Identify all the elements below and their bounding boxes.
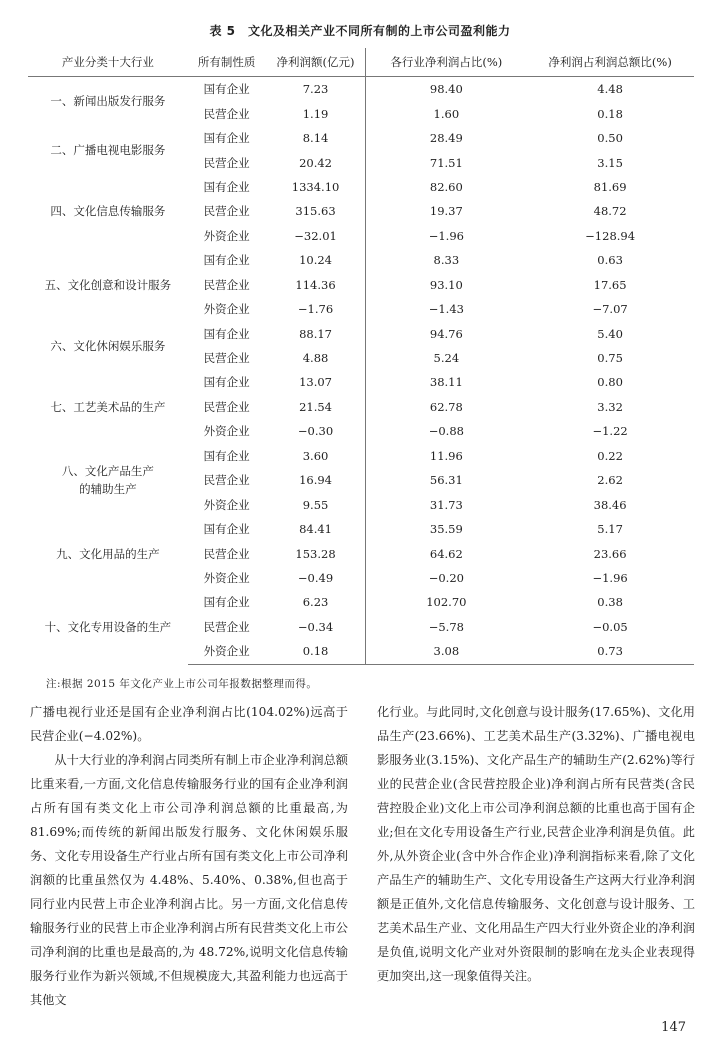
ownership-cell: 外资企业 bbox=[203, 424, 250, 439]
table-header-row bbox=[28, 48, 694, 77]
ratio-cell: 0.80 bbox=[597, 375, 623, 390]
ownership-cell: 民营企业 bbox=[203, 155, 250, 170]
ratio-cell: 3.32 bbox=[597, 399, 623, 414]
industry-cell: 一、新闻出版发行服务 bbox=[50, 94, 166, 109]
net-profit-cell: 6.23 bbox=[302, 595, 329, 610]
share-cell: 56.31 bbox=[366, 468, 526, 492]
industry-cell: 九、文化用品的生产 bbox=[56, 546, 160, 561]
ratio-cell: 2.62 bbox=[597, 473, 623, 488]
right-column bbox=[377, 700, 695, 988]
share-cell: 31.73 bbox=[366, 492, 526, 516]
ownership-cell: 外资企业 bbox=[203, 228, 250, 243]
ratio-cell: 81.69 bbox=[593, 179, 627, 194]
table-row bbox=[28, 77, 694, 102]
net-profit-cell: −0.30 bbox=[297, 424, 334, 439]
net-profit-cell: 10.24 bbox=[299, 253, 333, 268]
table-row bbox=[28, 444, 694, 468]
ratio-cell: 4.48 bbox=[597, 82, 623, 97]
header-industry: 产业分类十大行业 bbox=[28, 48, 188, 77]
net-profit-cell: 114.36 bbox=[295, 277, 336, 292]
ratio-cell: 48.72 bbox=[593, 204, 627, 219]
ratio-cell: −1.96 bbox=[592, 570, 628, 585]
ownership-cell: 民营企业 bbox=[203, 619, 250, 634]
share-cell: 11.96 bbox=[366, 444, 526, 468]
ratio-cell: 38.46 bbox=[593, 497, 627, 512]
net-profit-cell: 20.42 bbox=[299, 155, 333, 170]
ratio-cell: 0.73 bbox=[526, 639, 694, 664]
share-cell: −0.20 bbox=[366, 566, 526, 590]
industry-cell: 十、文化专用设备的生产 bbox=[44, 620, 172, 635]
ratio-cell: 0.18 bbox=[597, 106, 623, 121]
header-net-profit: 净利润额(亿元) bbox=[266, 48, 366, 77]
ratio-cell: −128.94 bbox=[585, 228, 636, 243]
ownership-cell: 民营企业 bbox=[203, 351, 250, 366]
share-cell: 64.62 bbox=[366, 541, 526, 565]
ratio-cell: −1.22 bbox=[592, 424, 628, 439]
industry-cell: 四、文化信息传输服务 bbox=[50, 204, 166, 219]
table-row bbox=[28, 370, 694, 394]
ownership-cell: 外资企业 bbox=[203, 570, 250, 585]
net-profit-cell: 1334.10 bbox=[291, 179, 340, 194]
table-row bbox=[28, 175, 694, 199]
net-profit-cell: 84.41 bbox=[299, 522, 333, 537]
ownership-cell: 民营企业 bbox=[203, 106, 250, 121]
ratio-cell: −7.07 bbox=[592, 302, 628, 317]
industry-cell: 五、文化创意和设计服务 bbox=[44, 277, 172, 292]
net-profit-cell: 8.14 bbox=[302, 131, 329, 146]
share-cell: 98.40 bbox=[366, 77, 526, 102]
ratio-cell: 0.38 bbox=[597, 595, 623, 610]
paragraph: 从十大行业的净利润占同类所有制上市企业净利润总额比重来看,一方面,文化信息传输服务行业的国有企业净利润占所有国有类文化上市公司净利润总额的比重最高,为 81.69%;而传统的新闻出版发行服务、文化休闲娱乐服务、文化专用设备生产行业占所有国有类文化上市公司净利润额的比重虽然仅为 4.48%、5.40%、0.38%,但也高于同行业内民营上市企业净利润占比。另一方面,文化信息传输服务行业的民营上市企业净利润占所有民营类文化上市公司净利润的比重也是最高的,为 48.72%,说明文化信息传输服务行业作为新兴领域,不但规模庞大,其盈利能力也远高于其他文 bbox=[30, 753, 348, 1007]
ratio-cell: 0.50 bbox=[597, 131, 623, 146]
ratio-cell: 3.15 bbox=[597, 155, 623, 170]
industry-line-2: 的辅助生产 bbox=[79, 482, 137, 497]
share-cell: 62.78 bbox=[366, 395, 526, 419]
net-profit-cell: 88.17 bbox=[299, 326, 333, 341]
share-cell: 102.70 bbox=[366, 590, 526, 614]
ownership-cell: 民营企业 bbox=[203, 204, 250, 219]
net-profit-cell: 4.88 bbox=[302, 351, 329, 366]
ownership-cell: 外资企业 bbox=[203, 302, 250, 317]
ownership-cell: 国有企业 bbox=[203, 253, 250, 268]
ownership-cell: 国有企业 bbox=[203, 326, 250, 341]
share-cell: 3.08 bbox=[366, 639, 526, 664]
share-cell: −0.88 bbox=[366, 419, 526, 443]
share-cell: 94.76 bbox=[366, 321, 526, 345]
share-cell: −1.43 bbox=[366, 297, 526, 321]
ratio-cell: 0.22 bbox=[597, 448, 623, 463]
ownership-cell: 外资企业 bbox=[188, 639, 266, 664]
table-row bbox=[28, 321, 694, 345]
left-column bbox=[30, 700, 348, 1012]
industry-line-1: 八、文化产品生产 bbox=[61, 464, 154, 479]
ownership-cell: 民营企业 bbox=[203, 277, 250, 292]
ownership-cell: 国有企业 bbox=[203, 595, 250, 610]
ownership-cell: 国有企业 bbox=[203, 179, 250, 194]
net-profit-cell: −0.34 bbox=[297, 619, 334, 634]
table-row bbox=[28, 590, 694, 614]
share-cell: 8.33 bbox=[366, 248, 526, 272]
ratio-cell: 17.65 bbox=[593, 277, 627, 292]
ownership-cell: 国有企业 bbox=[203, 131, 250, 146]
ownership-cell: 国有企业 bbox=[203, 375, 250, 390]
share-cell: 71.51 bbox=[366, 150, 526, 174]
table-row bbox=[28, 517, 694, 541]
net-profit-cell: 7.23 bbox=[302, 82, 329, 97]
share-cell: −5.78 bbox=[366, 615, 526, 639]
ownership-cell: 民营企业 bbox=[203, 399, 250, 414]
net-profit-cell: −0.49 bbox=[297, 570, 334, 585]
share-cell: 19.37 bbox=[366, 199, 526, 223]
share-cell: 93.10 bbox=[366, 273, 526, 297]
ownership-cell: 外资企业 bbox=[203, 497, 250, 512]
table-row bbox=[28, 248, 694, 272]
ratio-cell: 5.17 bbox=[597, 522, 623, 537]
net-profit-cell: 21.54 bbox=[299, 399, 333, 414]
net-profit-cell: 0.18 bbox=[266, 639, 366, 664]
share-cell: 1.60 bbox=[366, 101, 526, 125]
net-profit-cell: 153.28 bbox=[295, 546, 336, 561]
net-profit-cell: 3.60 bbox=[302, 448, 329, 463]
net-profit-cell: 13.07 bbox=[299, 375, 333, 390]
page-number: 147 bbox=[661, 1020, 686, 1035]
ownership-cell: 民营企业 bbox=[203, 546, 250, 561]
net-profit-cell: −1.76 bbox=[297, 302, 334, 317]
ratio-cell: 0.75 bbox=[597, 351, 623, 366]
share-cell: 35.59 bbox=[366, 517, 526, 541]
industry-cell bbox=[28, 444, 188, 517]
ratio-cell: 5.40 bbox=[597, 326, 623, 341]
share-cell: 28.49 bbox=[366, 126, 526, 150]
ownership-cell: 国有企业 bbox=[203, 522, 250, 537]
net-profit-cell: 9.55 bbox=[302, 497, 329, 512]
net-profit-cell: 315.63 bbox=[295, 204, 336, 219]
header-profit-ratio: 净利润占利润总额比(%) bbox=[526, 48, 694, 77]
share-cell: 82.60 bbox=[366, 175, 526, 199]
table-caption: 表 5 文化及相关产业不同所有制的上市公司盈利能力 bbox=[209, 24, 511, 38]
header-industry-share: 各行业净利润占比(%) bbox=[366, 48, 526, 77]
ownership-cell: 民营企业 bbox=[203, 473, 250, 488]
net-profit-cell: −32.01 bbox=[294, 228, 337, 243]
ratio-cell: −0.05 bbox=[592, 619, 628, 634]
share-cell: 5.24 bbox=[366, 346, 526, 370]
net-profit-cell: 1.19 bbox=[302, 106, 329, 121]
profitability-table bbox=[28, 48, 694, 665]
industry-cell: 六、文化休闲娱乐服务 bbox=[50, 338, 166, 353]
industry-cell: 七、工艺美术品的生产 bbox=[50, 399, 166, 414]
industry-cell: 二、广播电视电影服务 bbox=[50, 143, 166, 158]
paragraph: 广播电视行业还是国有企业净利润占比(104.02%)远高于民营企业(−4.02%)。 bbox=[30, 705, 348, 743]
net-profit-cell: 16.94 bbox=[299, 473, 333, 488]
ownership-cell: 国有企业 bbox=[203, 82, 250, 97]
table-note: 注:根据 2015 年文化产业上市公司年报数据整理而得。 bbox=[46, 678, 318, 690]
share-cell: 38.11 bbox=[366, 370, 526, 394]
ownership-cell: 国有企业 bbox=[203, 448, 250, 463]
paragraph: 化行业。与此同时,文化创意与设计服务(17.65%)、文化用品生产(23.66%)、工艺美术品生产(3.32%)、广播电视电影服务业(3.15%)、文化产品生产的辅助生产(2.62%)等行业的民营企业(含民营控股企业)净利润占所有民营类(含民营控股企业)文化上市公司净利润总额的比重也高于国有企业;但在文化专用设备生产行业,民营企业净利润是负值。此外,从外资企业(含中外合作企业)净利润指标来看,除了文化产品生产的辅助生产、文化专用设备生产这两大行业净利润额是正值外,文化信息传输服务、文化创意与设计服务、工艺美术品生产业、文化用品生产四大行业外资企业的净利润是负值,说明文化产业对外资限制的影响在龙头企业表现得更加突出,这一现象值得关注。 bbox=[377, 705, 695, 983]
ratio-cell: 23.66 bbox=[593, 546, 627, 561]
table-row bbox=[28, 126, 694, 150]
header-ownership: 所有制性质 bbox=[188, 48, 266, 77]
ratio-cell: 0.63 bbox=[597, 253, 623, 268]
share-cell: −1.96 bbox=[366, 224, 526, 248]
